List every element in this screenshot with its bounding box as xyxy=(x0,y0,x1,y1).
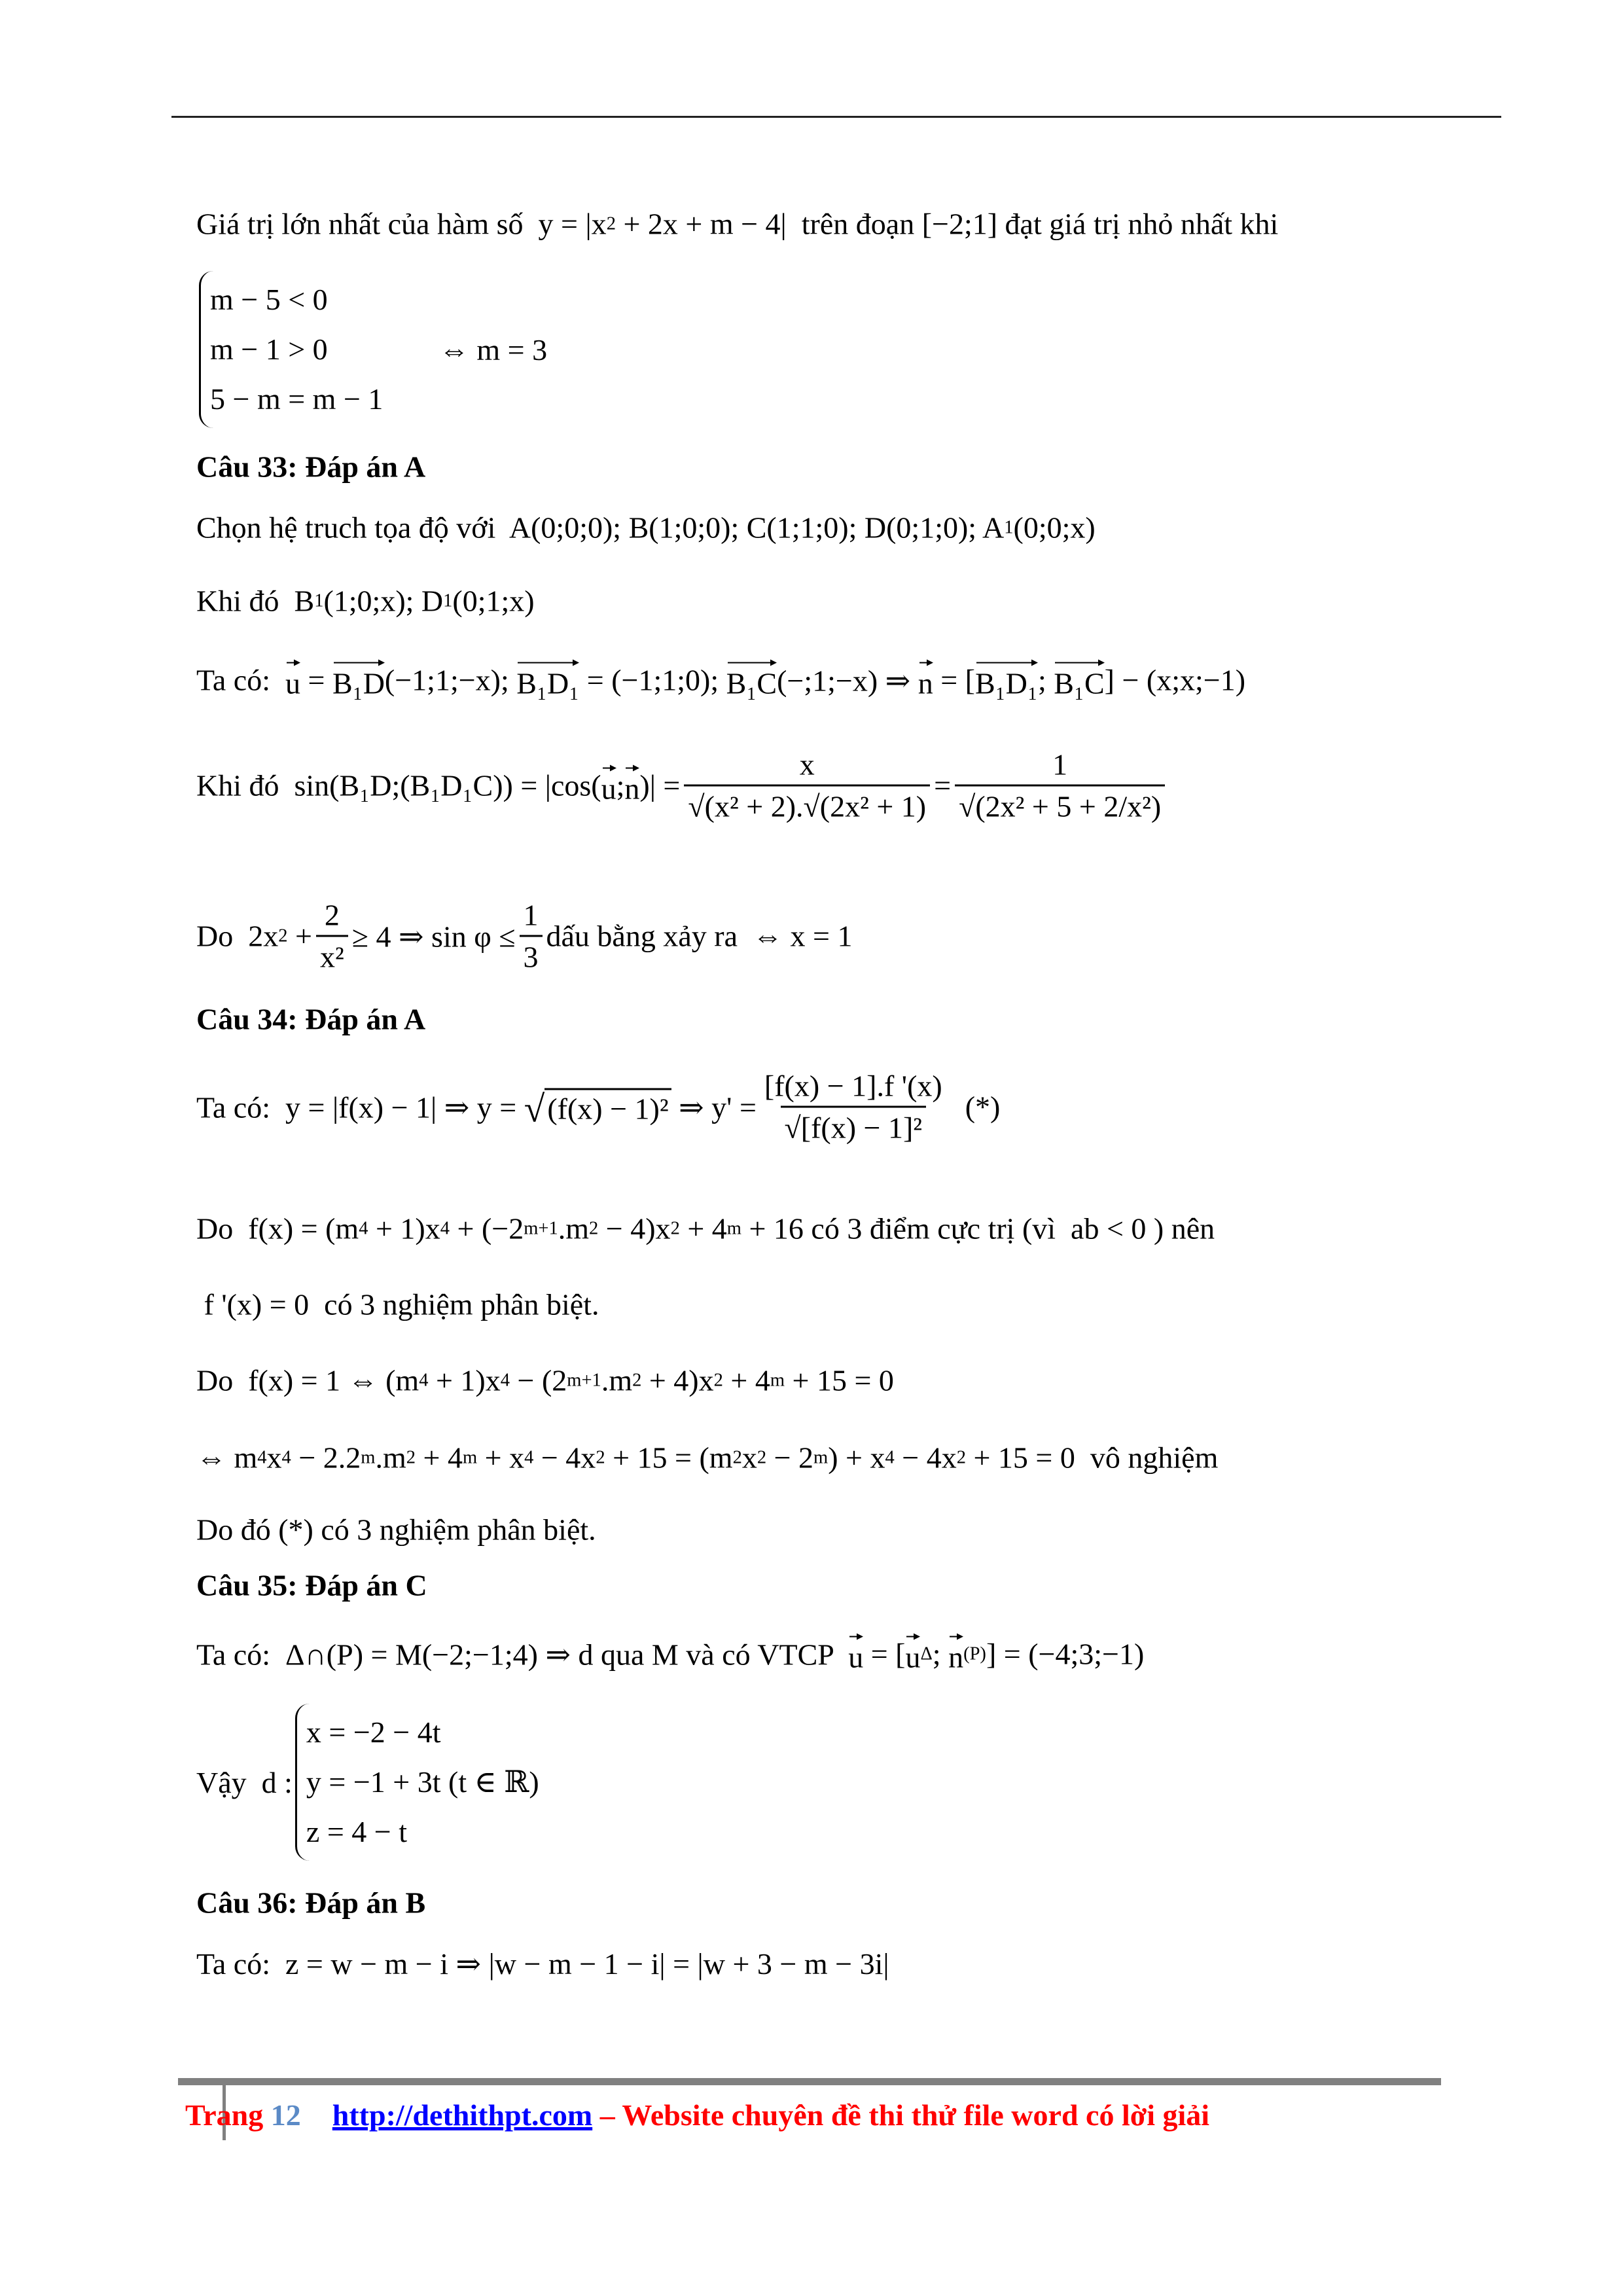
question-heading-33 xyxy=(196,450,425,484)
vector: B₁D xyxy=(332,660,385,701)
text-run: + 4)x xyxy=(641,1363,714,1397)
equation-line xyxy=(196,1069,1000,1145)
vector: n xyxy=(918,660,933,701)
text-run: )| = xyxy=(639,768,681,802)
text-run: .m xyxy=(375,1441,406,1475)
text-run: + 15 = 0 vô nghiệm xyxy=(965,1441,1219,1475)
fraction xyxy=(760,1069,946,1145)
text-run: ] = (−4;3;−1) xyxy=(986,1637,1145,1671)
text-run: ] − (x;x;−1) xyxy=(1104,663,1246,697)
fraction xyxy=(520,898,543,975)
system-row: z = 4 − t xyxy=(306,1815,408,1848)
text-run: − (2 xyxy=(510,1363,567,1397)
numerator: 1 xyxy=(523,898,539,932)
text-run: = (−1;1;0); xyxy=(579,663,726,697)
radicand: (f(x) − 1)² xyxy=(544,1088,671,1126)
text-run: + 4 xyxy=(416,1441,463,1475)
text-run: + 15 = (m xyxy=(605,1441,733,1475)
system-row: 5 − m = m − 1 xyxy=(210,382,383,416)
text-run: Khi đó B xyxy=(196,584,315,618)
question-heading-34 xyxy=(196,1002,425,1037)
text-run: Do đó (*) có 3 nghiệm phân biệt. xyxy=(196,1513,596,1547)
text-run: − 2.2 xyxy=(291,1441,361,1475)
website-link[interactable]: http://dethithpt.com xyxy=(332,2098,593,2132)
denominator: √(x² + 2).√(2x² + 1) xyxy=(684,785,930,824)
text-line: Khi đó B 1 (1;0;x); D 1 (0;1;x) xyxy=(196,584,535,618)
text-run: + 4 xyxy=(679,1211,727,1246)
denominator: 3 xyxy=(520,935,543,975)
text-run: Ta có: xyxy=(196,663,286,697)
text-run: ; xyxy=(1037,663,1054,697)
text-run: ; xyxy=(932,1637,949,1671)
text-run: .m xyxy=(558,1211,590,1246)
text-run: ⇔ m xyxy=(196,1441,258,1475)
text-line: ⇔ m 4 x 4 − 2.2 m .m 2 + 4 m + x 4 − 4x 2 + 15 = (m 2 x 2 − 2 m ) + x 4 − 4x 2 + 15 = 0 vô nghiệm xyxy=(196,1441,1219,1475)
vector: B₁C xyxy=(1054,660,1104,701)
text-line: Do f(x) = (m 4 + 1)x 4 + (−2 m+1 .m 2 − 4)x 2 + 4 m + 16 có 3 điểm cực trị (vì ab < 0 ) nên xyxy=(196,1211,1215,1246)
text-run: Câu 33: Đáp án A xyxy=(196,450,426,484)
text-run: f '(x) = 0 có 3 nghiệm phân biệt. xyxy=(196,1287,599,1321)
vector: u xyxy=(285,660,300,701)
system-row: m − 1 > 0 xyxy=(210,332,328,366)
question-heading-36 xyxy=(196,1886,425,1920)
text-run: + 16 có 3 điểm cực trị (vì ab < 0 ) nên xyxy=(741,1211,1215,1246)
numerator: 2 xyxy=(324,898,340,932)
numerator: 1 xyxy=(1052,747,1068,781)
text-run: Chọn hệ truch tọa độ với A(0;0;0); B(1;0;0); C(1;1;0); D(0;1;0); A xyxy=(196,511,1005,545)
text-run: Do f(x) = (m xyxy=(196,1211,359,1246)
footer-rule xyxy=(178,2078,1441,2085)
text-run: ⇔ m = 3 xyxy=(401,332,548,367)
text-run: (*) xyxy=(950,1090,1001,1124)
text-run: ; xyxy=(616,768,625,802)
text-run: ⇒ y' = xyxy=(671,1090,757,1124)
header-rule xyxy=(171,116,1501,118)
denominator: √(2x² + 5 + 2/x²) xyxy=(955,785,1165,824)
footer xyxy=(185,2098,1209,2132)
text-run: + xyxy=(287,919,312,953)
text-run: x xyxy=(266,1441,282,1475)
vector: n xyxy=(948,1634,963,1675)
vector: B₁C xyxy=(726,660,777,701)
text-run: (0;0;x) xyxy=(1013,511,1096,545)
text-run: − 2 xyxy=(766,1441,814,1475)
fraction xyxy=(316,898,348,975)
numerator: x xyxy=(799,747,815,781)
page-label: Trang xyxy=(185,2098,271,2132)
equation-system xyxy=(196,1704,558,1861)
vector: u xyxy=(905,1634,920,1675)
vector: B₁D₁ xyxy=(516,660,579,701)
denominator: √[f(x) − 1]² xyxy=(781,1106,927,1145)
text-run: = xyxy=(300,663,332,697)
text-run: = [ xyxy=(863,1637,906,1671)
text-run: + 4 xyxy=(722,1363,770,1397)
text-line xyxy=(196,660,1245,701)
text-line: Ta có: Δ∩(P) = M(−2;−1;4) ⇒ d qua M và có VTCP u = [ u Δ ; n (P) ] = (−4;3;−1) xyxy=(196,1634,1144,1675)
text-run: + (−2 xyxy=(450,1211,524,1246)
text-run: + 1)x xyxy=(428,1363,501,1397)
fraction xyxy=(955,747,1165,824)
text-run: = xyxy=(934,768,952,802)
question-heading-35 xyxy=(196,1568,427,1603)
text-run: Ta có: z = w − m − i ⇒ |w − m − 1 − i| = |w + 3 − m − 3i| xyxy=(196,1947,889,1981)
text-run: Câu 35: Đáp án C xyxy=(196,1568,427,1602)
text-run: + 1)x xyxy=(368,1211,440,1246)
equation-system xyxy=(196,271,547,428)
text-line: Chọn hệ truch tọa độ với A(0;0;0); B(1;0;0); C(1;1;0); D(0;1;0); A 1 (0;0;x) xyxy=(196,511,1096,545)
equation-line: Do 2x 2 + $\frac{2}{\text{x²}}$ ≥ 4 ⇒ sin φ ≤ $\frac{1}{3}$ dấu bằng xảy ra ⇔ x = 1 xyxy=(196,898,853,974)
text-line xyxy=(196,1513,596,1547)
text-run: Khi đó sin(B₁D;(B₁D₁C)) = |cos( xyxy=(196,768,601,802)
square-root xyxy=(524,1088,671,1130)
text-run: ≥ 4 ⇒ sin φ ≤ xyxy=(351,920,516,953)
text-run: Do f(x) = 1 ⇔ (m xyxy=(196,1363,419,1397)
text-run: (−1;1;−x); xyxy=(384,663,517,697)
text-line: Giá trị lớn nhất của hàm số y = |x 2 + 2x + m − 4| trên đoạn [−2;1] đạt giá trị nhỏ nhất khi xyxy=(196,207,1279,241)
text-run: Ta có: Δ∩(P) = M(−2;−1;4) ⇒ d qua M và có VTCP xyxy=(196,1638,849,1671)
text-run: (−;1;−x) ⇒ xyxy=(777,664,918,697)
text-run: Ta có: y = |f(x) − 1| ⇒ y = xyxy=(196,1090,524,1124)
text-run: Vậy d : xyxy=(196,1765,293,1799)
text-run: + 15 = 0 xyxy=(785,1363,894,1397)
vector: n xyxy=(624,765,639,806)
text-run: .m xyxy=(601,1363,633,1397)
system-row: y = −1 + 3t (t ∈ ℝ) xyxy=(306,1765,539,1799)
system-row: m − 5 < 0 xyxy=(210,283,328,316)
system-brace xyxy=(199,271,392,428)
text-line xyxy=(196,1946,889,1981)
text-run: Câu 34: Đáp án A xyxy=(196,1002,426,1036)
equation-line xyxy=(196,747,1169,824)
text-run: (1;0;x); D xyxy=(323,584,444,618)
text-run: Giá trị lớn nhất của hàm số y = |x xyxy=(196,207,607,241)
vector: u xyxy=(848,1634,863,1675)
text-run: (0;1;x) xyxy=(452,584,535,618)
text-run: − 4x xyxy=(533,1441,596,1475)
text-line: Do f(x) = 1 ⇔ (m 4 + 1)x 4 − (2 m+1 .m 2 + 4)x 2 + 4 m + 15 = 0 xyxy=(196,1363,894,1397)
text-run: − 4x xyxy=(894,1441,957,1475)
page-number: 12 xyxy=(270,2098,301,2132)
text-line xyxy=(196,1287,599,1322)
text-run: ) + x xyxy=(828,1441,885,1475)
numerator: [f(x) − 1].f '(x) xyxy=(764,1069,942,1103)
text-run: x xyxy=(741,1441,757,1475)
footer-tagline: – Website chuyên đề thi thử file word có lời giải xyxy=(592,2098,1210,2132)
system-row: x = −2 − 4t xyxy=(306,1715,441,1749)
text-run: + 2x + m − 4| trên đoạn [−2;1] đạt giá trị nhỏ nhất khi xyxy=(615,207,1279,241)
text-run: Do 2x xyxy=(196,919,279,953)
text-run: + x xyxy=(477,1441,525,1475)
vector: u xyxy=(601,765,616,806)
denominator: x² xyxy=(316,935,348,975)
text-run: − 4)x xyxy=(598,1211,671,1246)
text-run: Câu 36: Đáp án B xyxy=(196,1886,426,1920)
text-run: dấu bằng xảy ra ⇔ x = 1 xyxy=(546,919,853,953)
system-brace xyxy=(295,1704,548,1861)
fraction xyxy=(684,747,930,824)
text-run: = [ xyxy=(933,663,975,697)
radical-sign-icon: √ xyxy=(524,1088,545,1130)
vector: B₁D₁ xyxy=(975,660,1038,701)
